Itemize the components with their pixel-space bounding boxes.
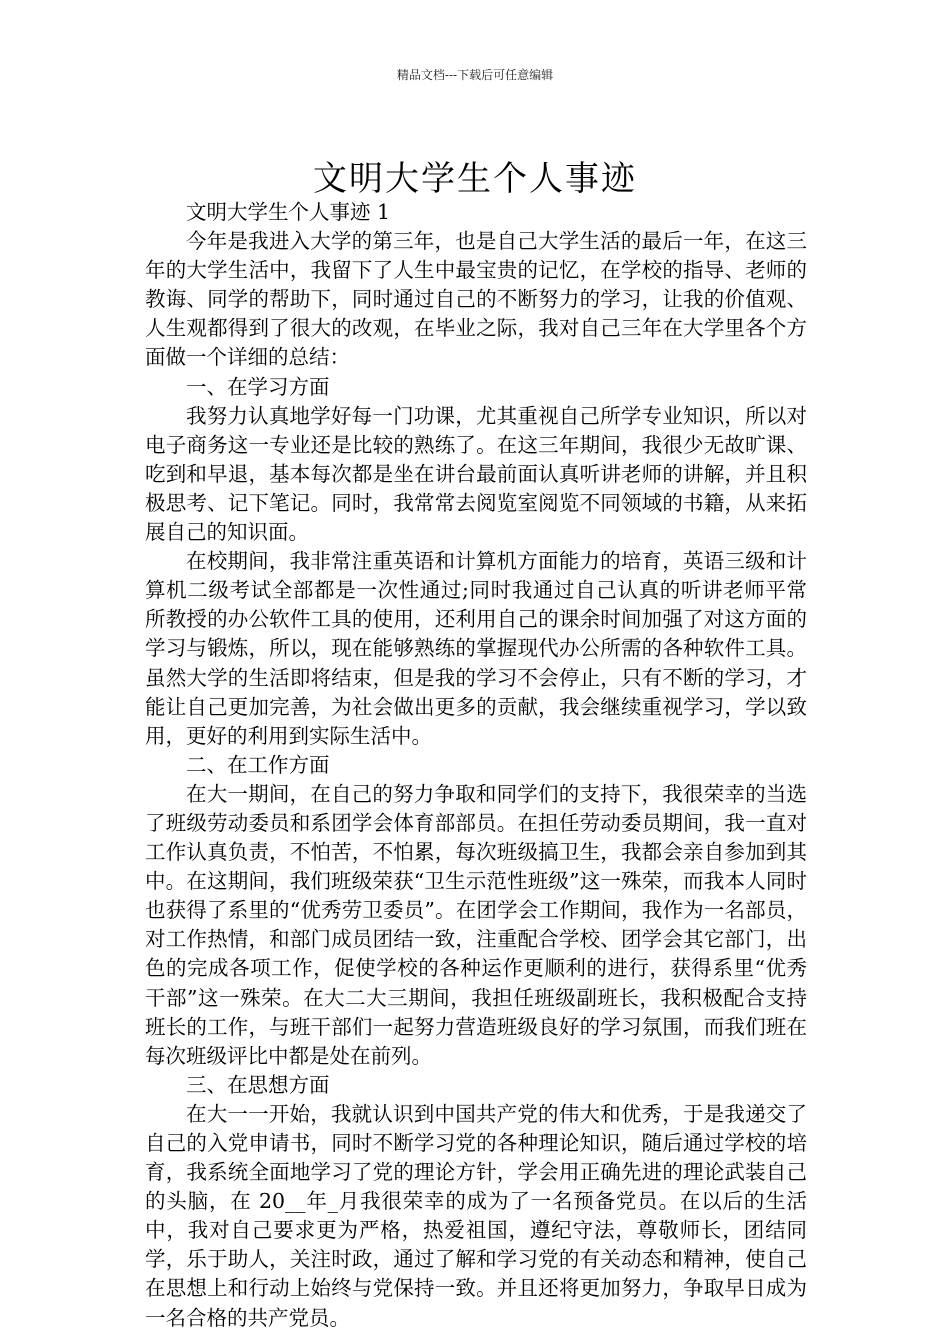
paragraph: 在大一期间，在自己的努力争取和同学们的支持下，我很荣幸的当选了班级劳动委员和系团学会体育部部员。在担任劳动委员期间，我一直对工作认真负责，不怕苦，不怕累，每次班级搞卫生，我都会亲自参加到其中。在这期间，我们班级荣获“卫生示范性班级”这一殊荣，而我本人同时也获得了系里的“优秀劳卫委员”。在团学会工作期间，我作为一名部员，对工作热情，和部门成员团结一致，注重配合学校、团学会其它部门，出色的完成各项工作，促使学校的各种运作更顺利的进行，获得系里“优秀干部”这一殊荣。在大二大三期间，我担任班级副班长，我积极配合支持班长的工作，与班干部们一起努力营造班级良好的学习氛围，而我们班在每次班级评比中都是处在前列。 [145, 781, 807, 1068]
section-heading: 三、在思想方面 [186, 1072, 330, 1097]
header-note: 精品文档---下载后可任意编辑 [396, 68, 554, 82]
document-title: 文明大学生个人事迹 [313, 158, 637, 199]
section-heading: 二、在工作方面 [186, 752, 330, 777]
paragraph: 在校期间，我非常注重英语和计算机方面能力的培育，英语三级和计算机二级考试全部都是一次性通过;同时我通过自己认真的听讲老师平常所教授的办公软件工具的使用，还利用自己的课余时间加强了对这方面的学习与锻炼，所以，现在能够熟练的掌握现代办公所需的各种软件工具。虽然大学的生活即将结束，但是我的学习不会停止，只有不断的学习，才能让自己更加完善，为社会做出更多的贡献，我会继续重视学习，学以致用，更好的利用到实际生活中。 [145, 549, 807, 748]
section-heading: 一、在学习方面 [186, 374, 330, 399]
section-heading: 文明大学生个人事迹 1 [186, 200, 391, 224]
paragraph: 我努力认真地学好每一门功课，尤其重视自己所学专业知识，所以对电子商务这一专业还是比较的熟练了。在这三年期间，我很少无故旷课、吃到和早退，基本每次都是坐在讲台最前面认真听讲老师的讲解，并且积极思考、记下笔记。同时，我常常去阅览室阅览不同领域的书籍，从来拓展自己的知识面。 [145, 403, 807, 545]
paragraph: 今年是我进入大学的第三年，也是自己大学生活的最后一年，在这三年的大学生活中，我留下了人生中最宝贵的记忆，在学校的指导、老师的教诲、同学的帮助下，同时通过自己的不断努力的学习，让我的价值观、人生观都得到了很大的改观，在毕业之际，我对自己三年在大学里各个方面做一个详细的总结： [145, 229, 807, 370]
paragraph: 在大一一开始，我就认识到中国共产党的伟大和优秀，于是我递交了自己的入党申请书，同时不断学习党的各种理论知识，随后通过学校的培育，我系统全面地学习了党的理论方针，学会用正确先进的理论武装自己的头脑，在 20__年_月我很荣幸的成为了一名预备党员。在以后的生活中，我对自己要求更为严格，热爱祖国，遵纪守法，尊敬师长，团结同学，乐于助人，关注时政，通过了解和学习党的有关动态和精神，使自己在思想上和行动上始终与党保持一致。并且还将更加努力，争取早日成为一名合格的共产党员。 [145, 1101, 807, 1330]
document-body [145, 198, 807, 1333]
